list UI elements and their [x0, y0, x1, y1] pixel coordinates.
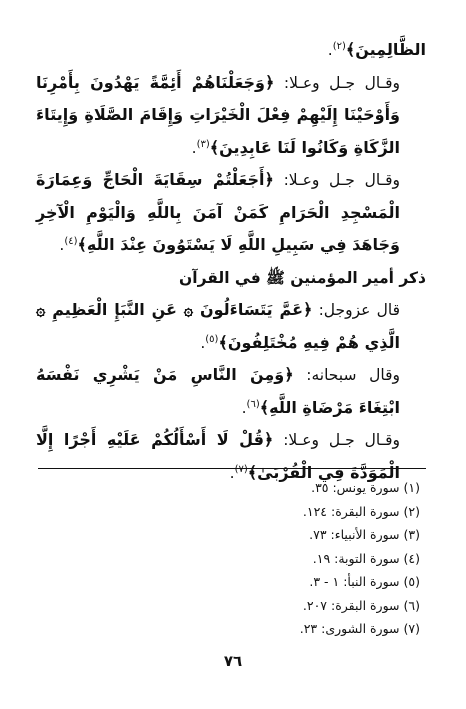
intro-text: وقـال جـل وعـلا:: [283, 171, 400, 189]
footnote-ref: (٣): [196, 138, 210, 150]
quran-verse: ﴿قُلْ لَا أَسْأَلُكُمْ عَلَيْهِ أَجْرًا إِلَّا الْمَوَدَّةَ فِي الْقُرْبَىٰ﴾: [36, 430, 400, 482]
section-heading: ذكر أمير المؤمنين ﷺ في القرآن: [179, 268, 426, 287]
footnote-item: (٣) سورة الأنبياء: ٧٣.: [309, 527, 420, 542]
footnote-item: (٤) سورة التوبة: ١٩.: [312, 550, 420, 566]
quran-verse: الظَّالِمِينَ﴾: [345, 40, 426, 59]
intro-text: وقـال جـل وعـلا:: [283, 431, 400, 449]
footnote-ref: (٢): [332, 40, 346, 52]
paragraph-1: وقـال جـل وعـلا: ﴿وَجَعَلْنَاهُمْ أَئِمَّةً يَهْدُونَ بِأَمْرِنَا وَأَوْحَيْنَا إِلَيْهِمْ فِعْلَ الْخَيْرَاتِ وَإِقَامَ الصَّلَاةِ وَإِيتَاءَ الزَّكَاةِ وَكَانُوا لَنَا عَابِدِينَ﴾$^{(٣)}$.: [36, 72, 401, 157]
footnote-separator: [38, 468, 426, 469]
footnote-ref: (٥): [205, 333, 219, 345]
paragraph-4: وقال سبحانه: ﴿وَمِنَ النَّاسِ مَنْ يَشْرِي نَفْسَهُ ابْتِغَاءَ مَرْضَاةِ اللَّهِ﴾$^{(٦)}$.: [36, 365, 400, 417]
quran-verse: ﴿عَمَّ يَتَسَاءَلُونَ ۞ عَنِ النَّبَإِ الْعَظِيمِ ۞ الَّذِي هُمْ فِيهِ مُخْتَلِفُونَ﴾: [36, 300, 400, 352]
footnotes-list: [36, 476, 426, 641]
footnote-ref: (٤): [64, 235, 78, 247]
footnote-item: (٧) سورة الشورى: ٢٣.: [299, 621, 420, 636]
quran-verse: ﴿وَمِنَ النَّاسِ مَنْ يَشْرِي نَفْسَهُ ابْتِغَاءَ مَرْضَاةِ اللَّهِ﴾: [36, 365, 400, 417]
footnote-item: (٢) سورة البقرة: ١٢٤.: [302, 503, 420, 519]
paragraph-5: وقـال جـل وعـلا: ﴿قُلْ لَا أَسْأَلُكُمْ عَلَيْهِ أَجْرًا إِلَّا الْمَوَدَّةَ فِي الْقُرْبَىٰ﴾$^{(٧)}$.: [36, 430, 400, 482]
main-text: [36, 34, 426, 489]
page-number: ٧٦: [223, 652, 243, 670]
intro-text: قال عزوجل:: [318, 301, 400, 319]
intro-text: وقال سبحانه:: [306, 366, 400, 384]
quran-verse: ﴿وَجَعَلْنَاهُمْ أَئِمَّةً يَهْدُونَ بِأَمْرِنَا وَأَوْحَيْنَا إِلَيْهِمْ فِعْلَ الْخَيْرَاتِ وَإِقَامَ الصَّلَاةِ وَإِيتَاءَ الزَّكَاةِ وَكَانُوا لَنَا عَابِدِينَ﴾: [36, 72, 400, 157]
quran-verse: ﴿أَجَعَلْتُمْ سِقَايَةَ الْحَاجِّ وَعِمَارَةَ الْمَسْجِدِ الْحَرَامِ كَمَنْ آمَنَ بِاللَّهِ وَالْيَوْمِ الْآخِرِ وَجَاهَدَ فِي سَبِيلِ اللَّهِ لَا يَسْتَوُونَ عِنْدَ اللَّهِ﴾: [36, 170, 400, 254]
paragraph-2: وقـال جـل وعـلا: ﴿أَجَعَلْتُمْ سِقَايَةَ الْحَاجِّ وَعِمَارَةَ الْمَسْجِدِ الْحَرَامِ كَمَنْ آمَنَ بِاللَّهِ وَالْيَوْمِ الْآخِرِ وَجَاهَدَ فِي سَبِيلِ اللَّهِ لَا يَسْتَوُونَ عِنْدَ اللَّهِ﴾$^{(٤)}$.: [36, 170, 400, 254]
footnote-item: (٥) سورة النبأ: ١ - ٣.: [309, 574, 420, 589]
footnote-item: (١) سورة يونس: ٣٥.: [311, 480, 420, 495]
footnote-item: (٦) سورة البقرة: ٢٠٧.: [302, 597, 420, 613]
intro-text: وقـال جـل وعـلا:: [283, 73, 401, 92]
footnote-ref: (٧): [234, 463, 248, 475]
continuation-line: الظَّالِمِينَ﴾$^{(٢)}$.: [327, 40, 426, 59]
paragraph-3: قال عزوجل: ﴿عَمَّ يَتَسَاءَلُونَ ۞ عَنِ النَّبَإِ الْعَظِيمِ ۞ الَّذِي هُمْ فِيهِ مُخْتَلِفُونَ﴾$^{(٥)}$.: [36, 300, 400, 352]
footnote-ref: (٦): [246, 398, 260, 410]
